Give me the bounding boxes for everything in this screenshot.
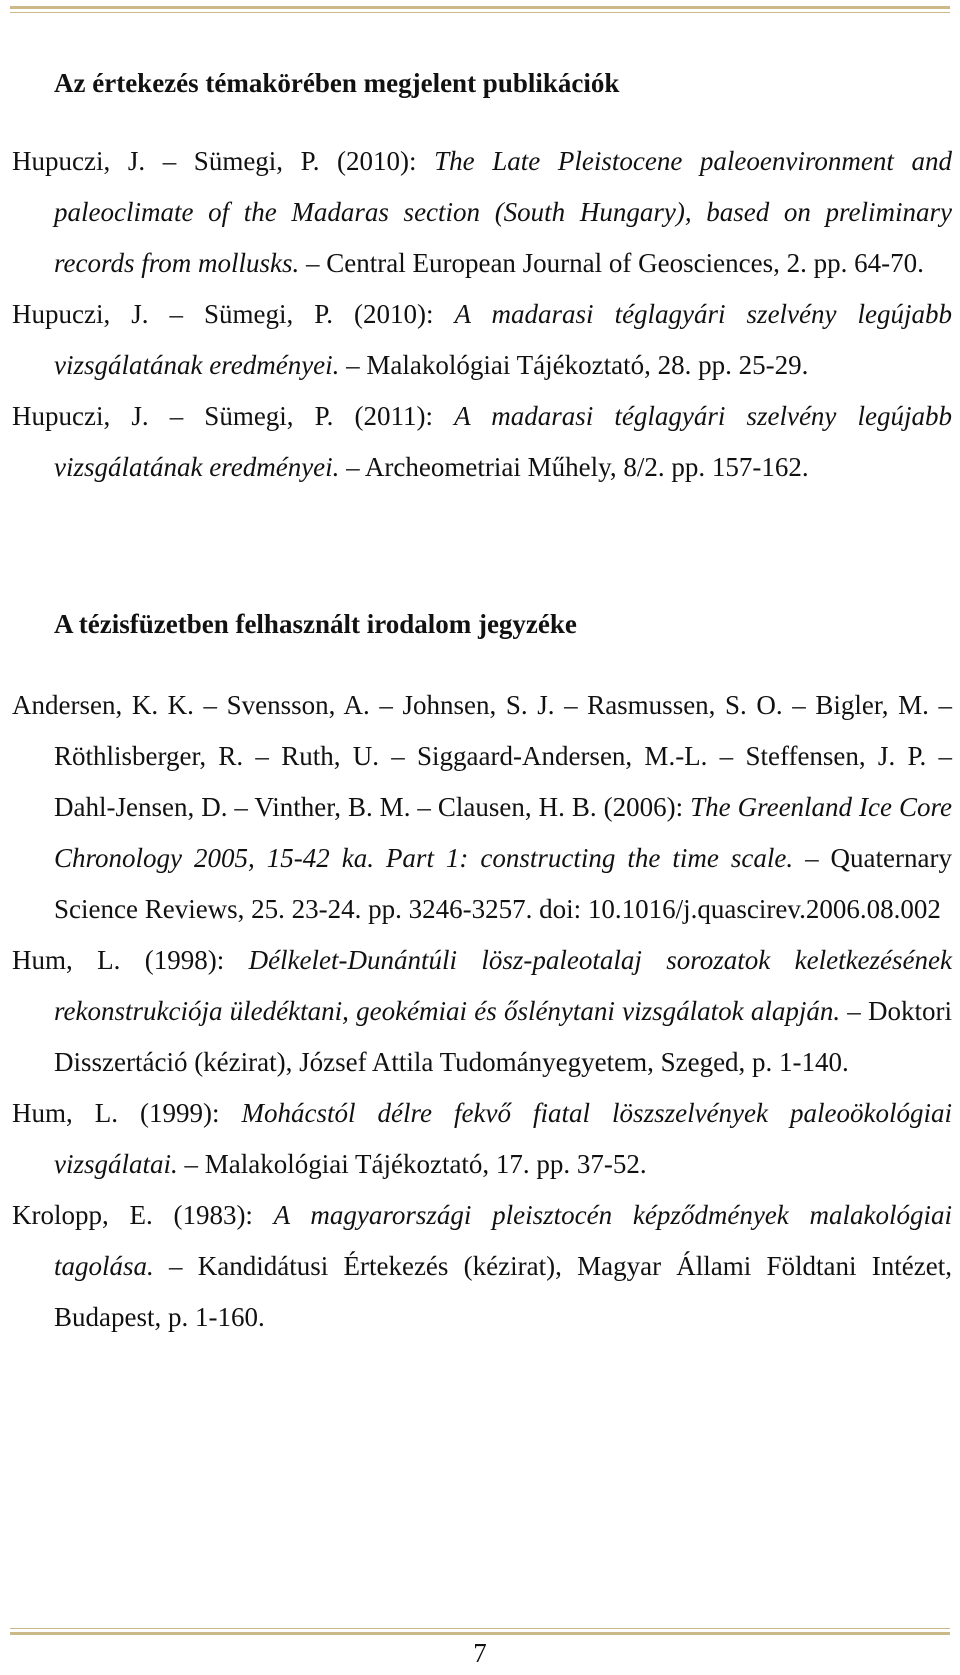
reference-entry xyxy=(12,935,952,1088)
reference-title: The Greenland Ice Core Chronology 2005, 15-42 ka. Part 1: constructing the time scale. xyxy=(54,792,952,873)
reference-authors: Hupuczi, J. – Sümegi, P. (2010): xyxy=(12,146,435,176)
reference-entry xyxy=(12,289,952,391)
reference-title: A madarasi téglagyári szelvény legújabb vizsgálatának eredményei. xyxy=(54,401,953,482)
reference-source: – Malakológiai Tájékoztató, 28. pp. 25-29. xyxy=(339,350,809,380)
reference-authors: Hupuczi, J. – Sümegi, P. (2010): xyxy=(12,299,455,329)
reference-entry xyxy=(12,1190,952,1343)
reference-source: – Malakológiai Tájékoztató, 17. pp. 37-52. xyxy=(177,1149,647,1179)
bibliography-list xyxy=(12,680,952,1343)
reference-authors: Krolopp, E. (1983): xyxy=(12,1200,274,1230)
reference-source: – Central European Journal of Geosciences, 2. pp. 64-70. xyxy=(299,248,924,278)
reference-source: – Archeometriai Műhely, 8/2. pp. 157-162. xyxy=(339,452,809,482)
top-decorative-rule xyxy=(10,6,950,13)
reference-title: A madarasi téglagyári szelvény legújabb vizsgálatának eredményei. xyxy=(54,299,952,380)
reference-entry xyxy=(12,680,952,935)
reference-source: – Doktori Disszertáció (kézirat), József Attila Tudományegyetem, Szeged, p. 1-140. xyxy=(54,996,952,1077)
reference-entry xyxy=(12,136,952,289)
section-heading-publications: Az értekezés témakörében megjelent publikációk xyxy=(54,68,620,98)
reference-authors: Hum, L. (1999): xyxy=(12,1098,242,1128)
section-heading-bibliography: A tézisfüzetben felhasznált irodalom jegyzéke xyxy=(54,609,577,639)
reference-authors: Hupuczi, J. – Sümegi, P. (2011): xyxy=(12,401,455,431)
reference-title: Mohácstól délre fekvő fiatal löszszelvények paleoökológiai vizsgálatai. xyxy=(54,1098,952,1179)
reference-source: – Quaternary Science Reviews, 25. 23-24. pp. 3246-3257. doi: 10.1016/j.quascirev.2006.08.002 xyxy=(54,843,952,924)
reference-authors: Hum, L. (1998): xyxy=(12,945,249,975)
reference-source: – Kandidátusi Értekezés (kézirat), Magyar Állami Földtani Intézet, Budapest, p. 1-160. xyxy=(54,1251,952,1332)
publication-list xyxy=(12,136,952,493)
reference-entry xyxy=(12,391,952,493)
reference-title: Délkelet-Dunántúli lösz-paleotalaj sorozatok keletkezésének rekonstrukciója üledéktani, geokémiai és őslénytani vizsgálatok alapján. xyxy=(54,945,952,1026)
page-number: 7 xyxy=(473,1638,487,1668)
reference-authors: Andersen, K. K. – Svensson, A. – Johnsen, S. J. – Rasmussen, S. O. – Bigler, M. – Röthlisberger, R. – Ruth, U. – Siggaard-Andersen, M.-L. – Steffensen, J. P. – Dahl-Jensen, D. – Vinther, B. M. – Clausen, H. B. (2006): xyxy=(12,690,952,822)
bottom-decorative-rule xyxy=(10,1628,950,1635)
reference-entry xyxy=(12,1088,952,1190)
reference-title: The Late Pleistocene paleoenvironment and paleoclimate of the Madaras section (South Hungary), based on preliminary records from mollusks. xyxy=(54,146,952,278)
reference-title: A magyarországi pleisztocén képződmények malakológiai tagolása. xyxy=(54,1200,952,1281)
